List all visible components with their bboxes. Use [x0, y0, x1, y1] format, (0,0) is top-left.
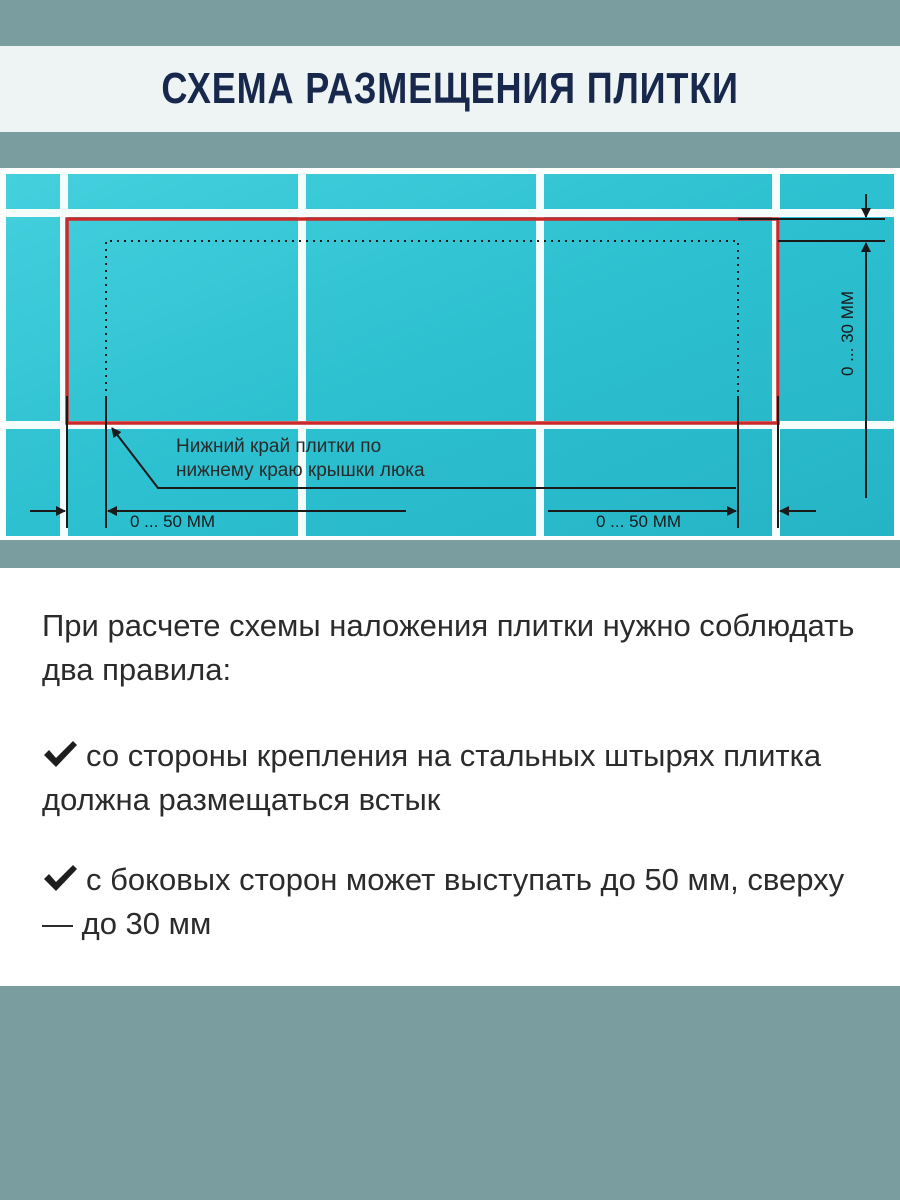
- dim-top-label: 0 ... 30 ММ: [838, 290, 857, 376]
- tile-diagram: [0, 168, 900, 540]
- rule-2-text: с боковых сторон может выступать до 50 мм, сверху — до 30 мм: [42, 862, 845, 941]
- annotation-line-1: Нижний край плитки по: [176, 436, 382, 457]
- dim-right-label: 0 ... 50 ММ: [596, 512, 682, 531]
- check-icon: [42, 863, 78, 893]
- tile-diagram-svg: [0, 168, 900, 540]
- text-panel: [0, 568, 900, 986]
- dim-left-label: 0 ... 50 ММ: [130, 512, 216, 531]
- page-title: СХЕМА РАЗМЕЩЕНИЯ ПЛИТКИ: [161, 64, 739, 113]
- annotation-line-2: нижнему краю крышки люка: [176, 460, 425, 481]
- intro-text: При расчете схемы наложения плитки нужно соблюдать два правила:: [42, 608, 855, 687]
- rule-1-text: со стороны крепления на стальных штырях плитка должна размещаться встык: [42, 738, 822, 817]
- check-icon: [42, 739, 78, 769]
- tile-surface: [6, 174, 894, 536]
- rule-item-2: [42, 858, 872, 946]
- rule-item-1: [42, 734, 872, 822]
- title-band: [0, 46, 900, 132]
